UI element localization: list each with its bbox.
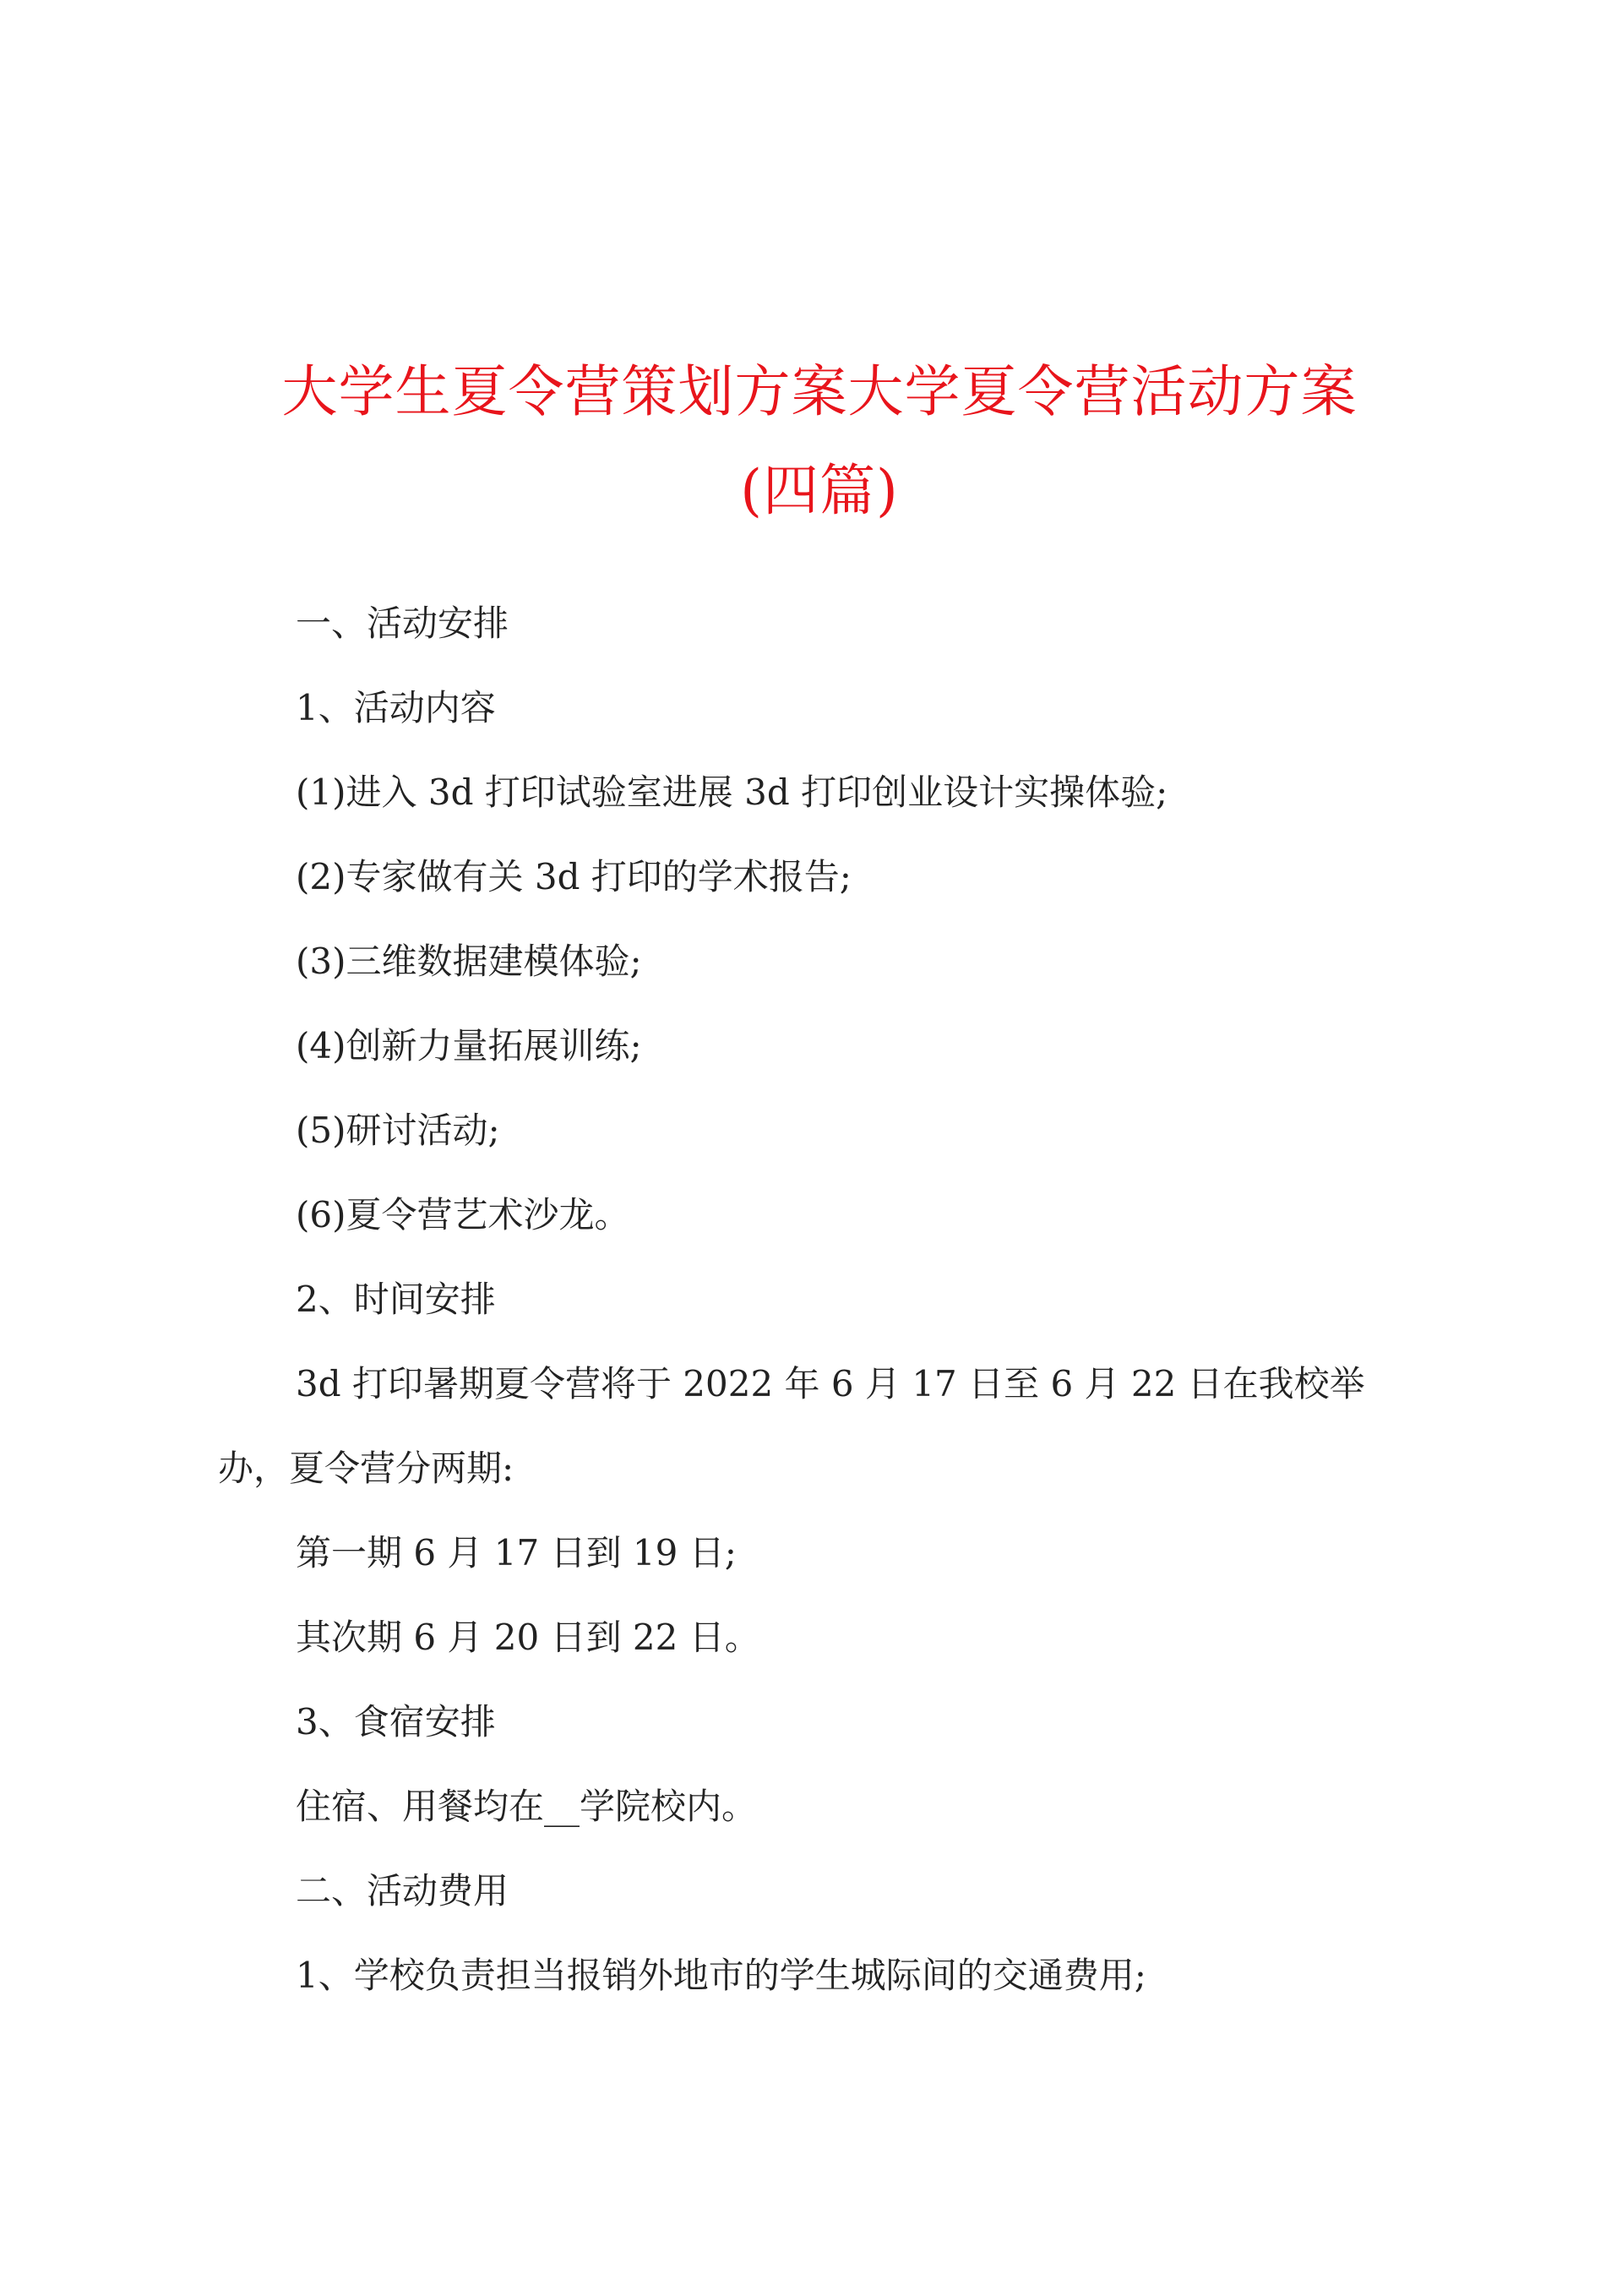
subheading-accommodation: 3、食宿安排 xyxy=(296,1701,496,1742)
list-item-2: (2)专家做有关 3d 打印的学术报告; xyxy=(296,856,852,897)
subheading-time-arrangement: 2、时间安排 xyxy=(296,1279,496,1320)
section-heading-activity-fees: 二、活动费用 xyxy=(296,1870,509,1912)
section-heading-activity-arrangement: 一、活动安排 xyxy=(296,603,509,644)
paragraph-schedule: 3d 打印暑期夏令营将于 2022 年 6 月 17 日至 6 月 22 日在我校举办，夏令营分两期: xyxy=(218,1363,1365,1489)
list-item-3: (3)三维数据建模体验; xyxy=(296,941,642,982)
title-line-1: 大学生夏令营策划方案大学夏令营活动方案 xyxy=(281,359,1358,424)
paragraph-fees-1: 1、学校负责担当报销外地市的学生城际间的交通费用; xyxy=(296,1955,1146,1996)
list-item-5: (5)研讨活动; xyxy=(296,1110,500,1151)
list-item-4: (4)创新力量拓展训练; xyxy=(296,1025,642,1066)
schedule-session-2: 其次期 6 月 20 日到 22 日。 xyxy=(296,1617,760,1658)
title-line-2: (四篇) xyxy=(740,458,899,523)
list-item-1: (1)进入 3d 打印试验室进展 3d 打印创业设计实操体验; xyxy=(296,772,1168,813)
schedule-session-1: 第一期 6 月 17 日到 19 日; xyxy=(296,1532,737,1573)
document-body xyxy=(218,581,1418,2018)
subheading-activity-content: 1、活动内容 xyxy=(296,687,496,728)
document-title xyxy=(211,342,1428,540)
list-item-6: (6)夏令营艺术沙龙。 xyxy=(296,1194,630,1235)
paragraph-accommodation: 住宿、用餐均在__学院校内。 xyxy=(296,1786,758,1827)
